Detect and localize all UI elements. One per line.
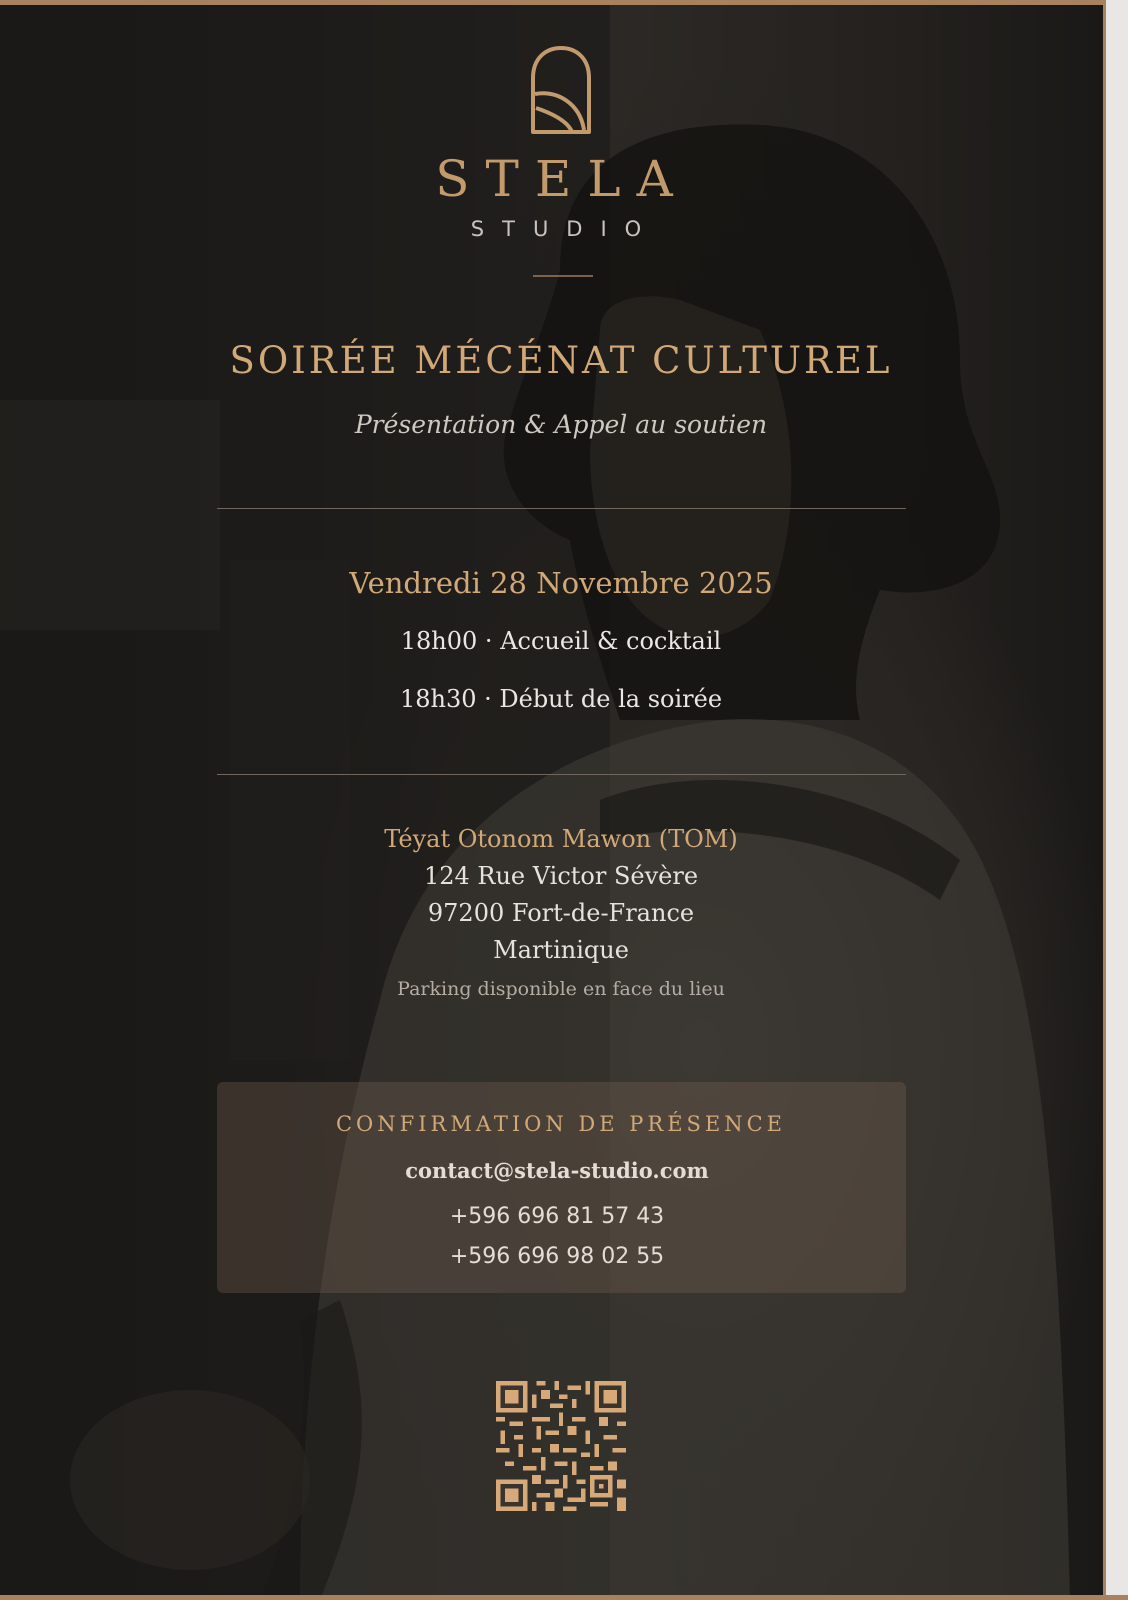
- rsvp-phone-2[interactable]: +596 696 98 02 55: [449, 1244, 665, 1269]
- venue-name: Téyat Otonom Mawon (TOM): [384, 825, 738, 853]
- brand-subname: STUDIO: [470, 217, 660, 241]
- schedule-item-start: 18h30 · Début de la soirée: [399, 685, 723, 713]
- venue-region: Martinique: [493, 936, 629, 964]
- event-date: Vendredi 28 Novembre 2025: [349, 566, 773, 600]
- arch-s-logo-icon: [528, 44, 594, 136]
- rsvp-title: CONFIRMATION DE PRÉSENCE: [335, 1112, 787, 1136]
- venue-street: 124 Rue Victor Sévère: [423, 862, 699, 890]
- brand-name: STELA: [435, 150, 689, 208]
- venue-city: 97200 Fort-de-France: [427, 899, 695, 927]
- event-subtitle: Présentation & Appel au soutien: [354, 410, 768, 439]
- qr-code-icon[interactable]: [496, 1381, 626, 1511]
- section-divider: [217, 774, 906, 775]
- schedule-item-welcome: 18h00 · Accueil & cocktail: [400, 627, 722, 655]
- parking-note: Parking disponible en face du lieu: [397, 978, 725, 1000]
- section-divider: [217, 508, 906, 509]
- rsvp-phone-1[interactable]: +596 696 81 57 43: [449, 1204, 665, 1229]
- event-title: SOIRÉE MÉCÉNAT CULTUREL: [229, 339, 893, 382]
- brand-divider: [533, 275, 593, 277]
- rsvp-email-link[interactable]: contact@stela-studio.com: [405, 1158, 709, 1183]
